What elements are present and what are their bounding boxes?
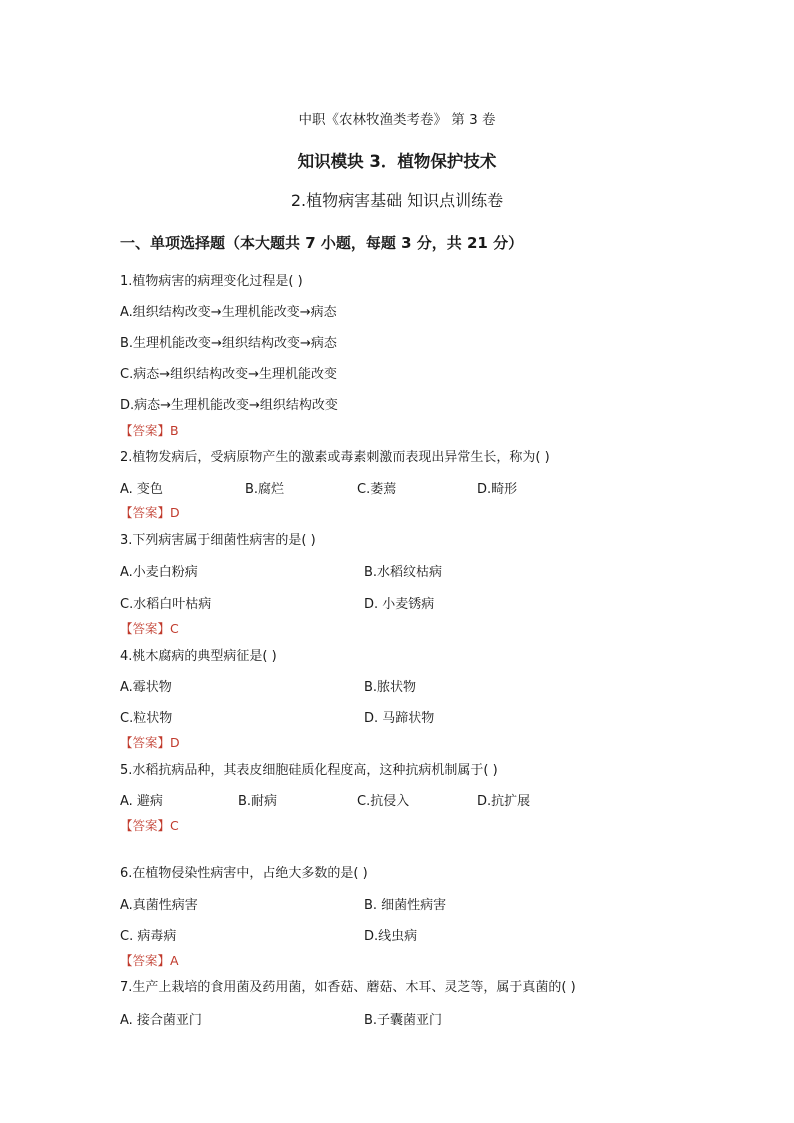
question-3-option-a: A.小麦白粉病 [120, 565, 198, 580]
question-2-option-c: C.萎蔫 [357, 482, 397, 497]
question-6-stem: 6.在植物侵染性病害中，占绝大多数的是( ) [120, 866, 368, 881]
question-6-option-a: A.真菌性病害 [120, 898, 198, 913]
question-3-option-b: B.水稻纹枯病 [364, 565, 443, 580]
question-3-answer [120, 619, 179, 637]
question-4-option-c: C.粒状物 [120, 711, 173, 726]
question-6-answer [120, 951, 179, 969]
question-4-option-a: A.霉状物 [120, 680, 172, 695]
question-5-option-d: D.抗扩展 [477, 794, 531, 809]
question-5-stem: 5.水稻抗病品种，其表皮细胞硅质化程度高，这种抗病机制属于( ) [120, 763, 498, 778]
question-3-option-c: C.水稻白叶枯病 [120, 597, 212, 612]
question-5-option-b: B.耐病 [238, 794, 278, 809]
answer-label: 【答案】 [120, 735, 171, 750]
section-title: 一、单项选择题（本大题共 7 小题，每题 3 分，共 21 分） [120, 234, 524, 252]
question-4-stem: 4.桃木腐病的典型病征是( ) [120, 649, 277, 664]
question-2-option-b: B.腐烂 [245, 482, 285, 497]
answer-value: D [170, 505, 180, 520]
answer-value: C [170, 818, 179, 833]
question-3-option-d: D. 小麦锈病 [364, 597, 435, 612]
answer-value: C [170, 621, 179, 636]
question-5-answer [120, 816, 179, 834]
question-1-option-a: A.组织结构改变→生理机能改变→病态 [120, 305, 337, 320]
question-7-option-b: B.子囊菌亚门 [364, 1013, 443, 1028]
question-2-stem: 2.植物发病后，受病原物产生的激素或毒素刺激而表现出异常生长，称为( ) [120, 450, 550, 465]
answer-value: B [170, 423, 179, 438]
answer-value: D [170, 735, 180, 750]
answer-label: 【答案】 [120, 423, 171, 438]
answer-label: 【答案】 [120, 818, 171, 833]
answer-label: 【答案】 [120, 505, 171, 520]
answer-label: 【答案】 [120, 621, 171, 636]
question-6-option-b: B. 细菌性病害 [364, 898, 447, 913]
question-7-option-a: A. 接合菌亚门 [120, 1013, 202, 1028]
question-2-option-d: D.畸形 [477, 482, 518, 497]
question-1-answer [120, 421, 179, 439]
answer-label: 【答案】 [120, 953, 171, 968]
module-title: 知识模块 3．植物保护技术 [297, 152, 497, 171]
question-4-option-d: D. 马蹄状物 [364, 711, 435, 726]
question-1-option-d: D.病态→生理机能改变→组织结构改变 [120, 398, 338, 413]
question-4-answer [120, 733, 180, 751]
question-1-option-c: C.病态→组织结构改变→生理机能改变 [120, 367, 337, 382]
question-1-option-b: B.生理机能改变→组织结构改变→病态 [120, 336, 337, 351]
question-5-option-c: C.抗侵入 [357, 794, 410, 809]
unit-title: 2.植物病害基础 知识点训练卷 [290, 191, 504, 210]
question-1-stem: 1.植物病害的病理变化过程是( ) [120, 274, 303, 289]
question-2-answer [120, 503, 180, 521]
question-6-option-d: D.线虫病 [364, 929, 418, 944]
question-7-stem: 7.生产上栽培的食用菌及药用菌，如香菇、蘑菇、木耳、灵芝等，属于真菌的( ) [120, 980, 576, 995]
question-4-option-b: B.脓状物 [364, 680, 417, 695]
question-3-stem: 3.下列病害属于细菌性病害的是( ) [120, 533, 316, 548]
question-6-option-c: C. 病毒病 [120, 929, 177, 944]
exam-header: 中职《农林牧渔类考卷》 第 3 卷 [298, 112, 496, 128]
question-2-option-a: A. 变色 [120, 482, 163, 497]
question-5-option-a: A. 避病 [120, 794, 163, 809]
answer-value: A [170, 953, 179, 968]
